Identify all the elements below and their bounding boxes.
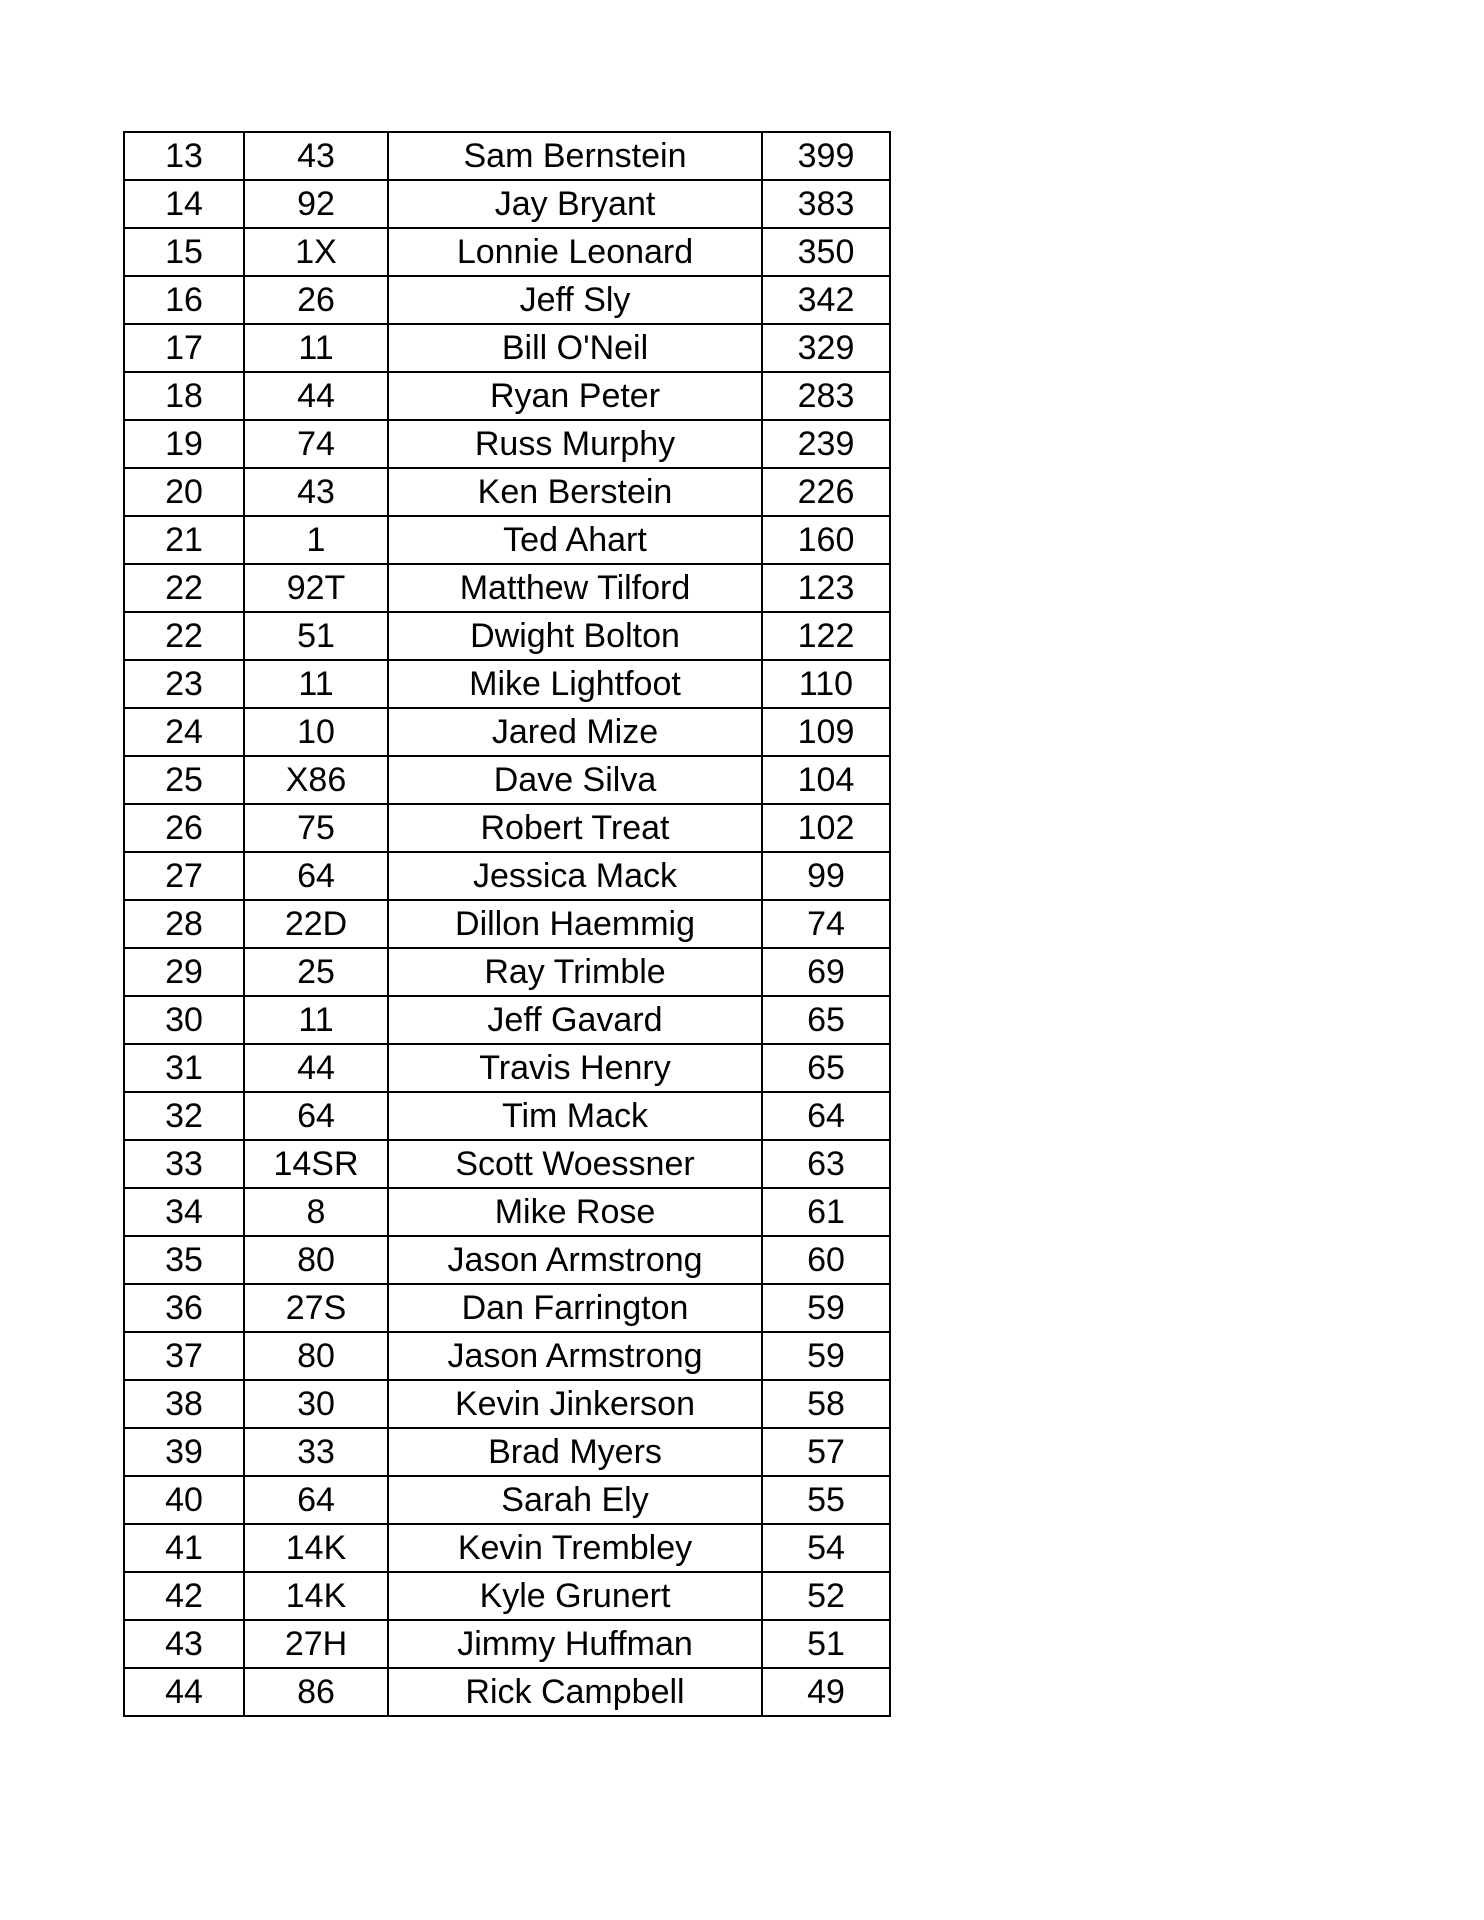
driver-name-cell: Jason Armstrong [388,1236,762,1284]
table-row [124,132,890,180]
table-row [124,516,890,564]
position-cell: 39 [124,1428,244,1476]
position-cell: 27 [124,852,244,900]
position-cell: 28 [124,900,244,948]
car-number-cell: 1X [244,228,388,276]
driver-name-cell: Ted Ahart [388,516,762,564]
table-row [124,564,890,612]
table-row [124,372,890,420]
car-number-cell: 80 [244,1332,388,1380]
points-cell: 51 [762,1620,890,1668]
driver-name-cell: Jared Mize [388,708,762,756]
table-row [124,1428,890,1476]
position-cell: 25 [124,756,244,804]
points-cell: 52 [762,1572,890,1620]
table-row [124,276,890,324]
table-row [124,1092,890,1140]
points-cell: 350 [762,228,890,276]
points-cell: 342 [762,276,890,324]
position-cell: 22 [124,564,244,612]
driver-name-cell: Brad Myers [388,1428,762,1476]
points-cell: 239 [762,420,890,468]
driver-name-cell: Tim Mack [388,1092,762,1140]
car-number-cell: 26 [244,276,388,324]
car-number-cell: 11 [244,660,388,708]
position-cell: 22 [124,612,244,660]
position-cell: 42 [124,1572,244,1620]
points-cell: 99 [762,852,890,900]
driver-name-cell: Dwight Bolton [388,612,762,660]
table-row [124,996,890,1044]
table-row [124,948,890,996]
table-row [124,852,890,900]
points-cell: 57 [762,1428,890,1476]
driver-name-cell: Jimmy Huffman [388,1620,762,1668]
points-cell: 55 [762,1476,890,1524]
driver-name-cell: Lonnie Leonard [388,228,762,276]
table-row [124,468,890,516]
driver-name-cell: Mike Lightfoot [388,660,762,708]
points-cell: 283 [762,372,890,420]
points-cell: 104 [762,756,890,804]
points-cell: 123 [762,564,890,612]
driver-name-cell: Robert Treat [388,804,762,852]
driver-name-cell: Jessica Mack [388,852,762,900]
driver-name-cell: Jeff Sly [388,276,762,324]
car-number-cell: 33 [244,1428,388,1476]
car-number-cell: 92 [244,180,388,228]
driver-name-cell: Dan Farrington [388,1284,762,1332]
car-number-cell: 44 [244,1044,388,1092]
points-cell: 59 [762,1332,890,1380]
table-row [124,1476,890,1524]
car-number-cell: 74 [244,420,388,468]
car-number-cell: 86 [244,1668,388,1716]
position-cell: 36 [124,1284,244,1332]
driver-name-cell: Sam Bernstein [388,132,762,180]
car-number-cell: 92T [244,564,388,612]
position-cell: 24 [124,708,244,756]
position-cell: 44 [124,1668,244,1716]
position-cell: 35 [124,1236,244,1284]
position-cell: 20 [124,468,244,516]
position-cell: 43 [124,1620,244,1668]
driver-name-cell: Russ Murphy [388,420,762,468]
driver-name-cell: Rick Campbell [388,1668,762,1716]
table-row [124,1620,890,1668]
car-number-cell: 51 [244,612,388,660]
position-cell: 30 [124,996,244,1044]
car-number-cell: 64 [244,1092,388,1140]
points-cell: 110 [762,660,890,708]
car-number-cell: 14K [244,1524,388,1572]
driver-name-cell: Jeff Gavard [388,996,762,1044]
car-number-cell: 25 [244,948,388,996]
position-cell: 13 [124,132,244,180]
position-cell: 18 [124,372,244,420]
driver-name-cell: Kyle Grunert [388,1572,762,1620]
table-row [124,1188,890,1236]
car-number-cell: 27S [244,1284,388,1332]
car-number-cell: 64 [244,1476,388,1524]
car-number-cell: 80 [244,1236,388,1284]
points-cell: 49 [762,1668,890,1716]
table-row [124,324,890,372]
car-number-cell: 64 [244,852,388,900]
standings-sheet [123,131,889,1717]
driver-name-cell: Travis Henry [388,1044,762,1092]
points-cell: 399 [762,132,890,180]
driver-name-cell: Ray Trimble [388,948,762,996]
table-row [124,708,890,756]
position-cell: 29 [124,948,244,996]
driver-name-cell: Jason Armstrong [388,1332,762,1380]
car-number-cell: 10 [244,708,388,756]
table-row [124,1524,890,1572]
position-cell: 23 [124,660,244,708]
position-cell: 17 [124,324,244,372]
table-row [124,756,890,804]
position-cell: 14 [124,180,244,228]
points-cell: 383 [762,180,890,228]
standings-table-body [124,132,890,1716]
position-cell: 19 [124,420,244,468]
table-row [124,1572,890,1620]
car-number-cell: 8 [244,1188,388,1236]
position-cell: 33 [124,1140,244,1188]
points-cell: 64 [762,1092,890,1140]
points-cell: 69 [762,948,890,996]
points-cell: 54 [762,1524,890,1572]
points-cell: 65 [762,1044,890,1092]
position-cell: 37 [124,1332,244,1380]
position-cell: 26 [124,804,244,852]
table-row [124,1044,890,1092]
table-row [124,900,890,948]
table-row [124,612,890,660]
points-cell: 329 [762,324,890,372]
car-number-cell: 43 [244,468,388,516]
car-number-cell: 14K [244,1572,388,1620]
position-cell: 16 [124,276,244,324]
points-cell: 160 [762,516,890,564]
points-cell: 122 [762,612,890,660]
car-number-cell: 11 [244,324,388,372]
table-row [124,1236,890,1284]
car-number-cell: 27H [244,1620,388,1668]
points-cell: 59 [762,1284,890,1332]
driver-name-cell: Jay Bryant [388,180,762,228]
driver-name-cell: Dillon Haemmig [388,900,762,948]
driver-name-cell: Mike Rose [388,1188,762,1236]
points-cell: 226 [762,468,890,516]
table-row [124,228,890,276]
position-cell: 21 [124,516,244,564]
car-number-cell: 11 [244,996,388,1044]
car-number-cell: 30 [244,1380,388,1428]
driver-name-cell: Bill O'Neil [388,324,762,372]
position-cell: 31 [124,1044,244,1092]
position-cell: 38 [124,1380,244,1428]
driver-name-cell: Kevin Trembley [388,1524,762,1572]
table-row [124,1380,890,1428]
car-number-cell: 1 [244,516,388,564]
position-cell: 32 [124,1092,244,1140]
table-row [124,1332,890,1380]
car-number-cell: 44 [244,372,388,420]
driver-name-cell: Ryan Peter [388,372,762,420]
standings-table [123,131,891,1717]
points-cell: 65 [762,996,890,1044]
position-cell: 41 [124,1524,244,1572]
points-cell: 109 [762,708,890,756]
points-cell: 60 [762,1236,890,1284]
table-row [124,420,890,468]
driver-name-cell: Kevin Jinkerson [388,1380,762,1428]
car-number-cell: 14SR [244,1140,388,1188]
position-cell: 15 [124,228,244,276]
driver-name-cell: Sarah Ely [388,1476,762,1524]
car-number-cell: 22D [244,900,388,948]
table-row [124,180,890,228]
table-row [124,1284,890,1332]
driver-name-cell: Scott Woessner [388,1140,762,1188]
car-number-cell: X86 [244,756,388,804]
points-cell: 63 [762,1140,890,1188]
table-row [124,1140,890,1188]
points-cell: 58 [762,1380,890,1428]
table-row [124,804,890,852]
position-cell: 34 [124,1188,244,1236]
table-row [124,1668,890,1716]
car-number-cell: 75 [244,804,388,852]
points-cell: 61 [762,1188,890,1236]
driver-name-cell: Matthew Tilford [388,564,762,612]
points-cell: 102 [762,804,890,852]
points-cell: 74 [762,900,890,948]
driver-name-cell: Dave Silva [388,756,762,804]
table-row [124,660,890,708]
driver-name-cell: Ken Berstein [388,468,762,516]
car-number-cell: 43 [244,132,388,180]
position-cell: 40 [124,1476,244,1524]
